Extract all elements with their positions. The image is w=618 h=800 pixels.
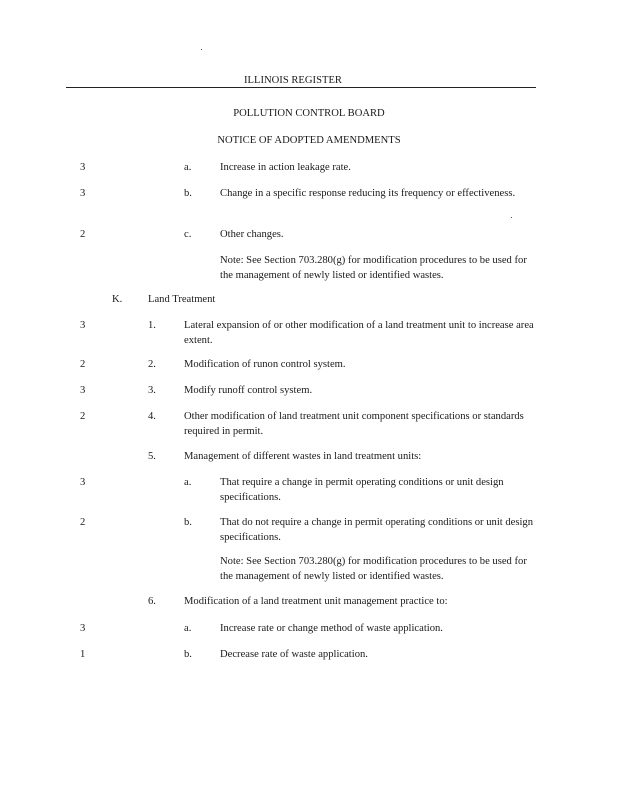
- agency-title: POLLUTION CONTROL BOARD: [233, 108, 385, 119]
- class-number: 3: [80, 623, 86, 634]
- item-text: Other modification of land treatment unit component specifications or standards required in permit.: [184, 411, 524, 437]
- item-text: Decrease rate of waste application.: [220, 649, 368, 660]
- note-text: Note: See Section 703.280(g) for modification procedures to be used for the management of newly listed or identified wastes.: [220, 255, 527, 281]
- item-label: b.: [184, 517, 192, 528]
- item-label: 3.: [148, 385, 156, 396]
- class-number: 3: [80, 162, 86, 173]
- class-number: 2: [80, 411, 86, 422]
- item-text: That do not require a change in permit operating conditions or unit design specifications.: [220, 517, 534, 543]
- note-text: Note: See Section 703.280(g) for modification procedures to be used for the management of newly listed or identified wastes.: [220, 556, 527, 582]
- scan-speck: [201, 49, 202, 50]
- class-number: 1: [80, 649, 86, 660]
- item-label: 4.: [148, 411, 156, 422]
- notice-title: NOTICE OF ADOPTED AMENDMENTS: [217, 135, 401, 146]
- item-label: a.: [184, 477, 192, 488]
- item-text: Change in a specific response reducing its frequency or effectiveness.: [220, 188, 516, 199]
- item-label: a.: [184, 162, 192, 173]
- item-label: b.: [184, 188, 192, 199]
- item-label: b.: [184, 649, 192, 660]
- class-number: 3: [80, 385, 86, 396]
- item-label: 1.: [148, 320, 156, 331]
- item-label: c.: [184, 229, 192, 240]
- item-text: Modify runoff control system.: [184, 385, 313, 396]
- class-number: 2: [80, 229, 86, 240]
- item-label: 6.: [148, 596, 156, 607]
- class-number: 2: [80, 359, 86, 370]
- section-title: Land Treatment: [148, 294, 216, 305]
- scan-speck: [511, 217, 512, 218]
- item-text: Increase rate or change method of waste application.: [220, 623, 443, 634]
- header-rule: [66, 87, 536, 88]
- item-text: Modification of runon control system.: [184, 359, 346, 370]
- class-number: 2: [80, 517, 86, 528]
- item-label: 5.: [148, 451, 156, 462]
- item-text: Lateral expansion of or other modification of a land treatment unit to increase area extent.: [184, 320, 534, 346]
- item-text: Increase in action leakage rate.: [220, 162, 351, 173]
- item-text: Management of different wastes in land treatment units:: [184, 451, 422, 462]
- class-number: 3: [80, 188, 86, 199]
- item-label: 2.: [148, 359, 156, 370]
- item-text: Modification of a land treatment unit management practice to:: [184, 596, 448, 607]
- class-number: 3: [80, 477, 86, 488]
- section-label: K.: [112, 294, 123, 305]
- item-label: a.: [184, 623, 192, 634]
- class-number: 3: [80, 320, 86, 331]
- item-text: Other changes.: [220, 229, 284, 240]
- item-text: That require a change in permit operating conditions or unit design specifications.: [220, 477, 504, 503]
- register-title: ILLINOIS REGISTER: [244, 75, 342, 86]
